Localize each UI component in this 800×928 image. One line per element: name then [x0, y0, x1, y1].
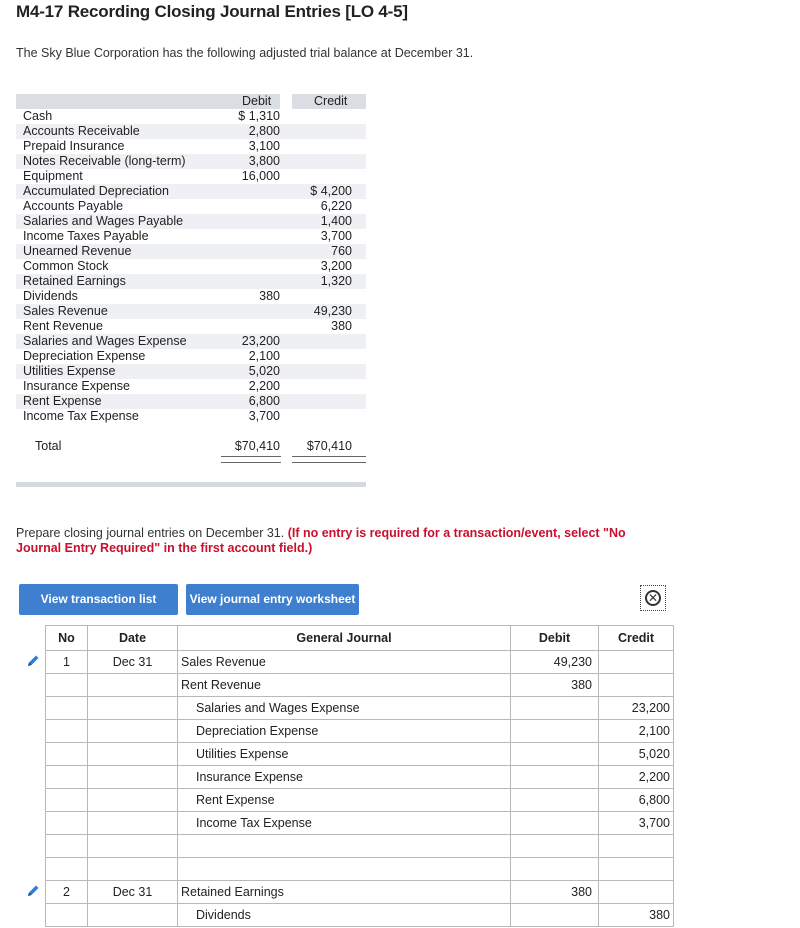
- account-name: Accounts Payable: [23, 199, 124, 213]
- entry-number[interactable]: [46, 720, 88, 743]
- account-field[interactable]: Sales Revenue: [178, 651, 511, 674]
- view-transaction-list-button[interactable]: View transaction list: [19, 584, 178, 615]
- debit-field[interactable]: 380: [511, 881, 599, 904]
- journal-row: [46, 743, 674, 766]
- total-debit: $70,410: [234, 439, 280, 453]
- account-name: Insurance Expense: [23, 379, 131, 393]
- credit-amount: 760: [331, 244, 352, 258]
- instructions-text: Prepare closing journal entries on December 31.: [16, 526, 285, 540]
- col-header-credit: Credit: [599, 626, 674, 651]
- account-field[interactable]: Rent Revenue: [178, 674, 511, 697]
- empty-cell[interactable]: [46, 835, 88, 858]
- col-header-general-journal: General Journal: [178, 626, 511, 651]
- account-field[interactable]: Retained Earnings: [178, 881, 511, 904]
- entry-number[interactable]: 1: [46, 651, 88, 674]
- entry-number[interactable]: [46, 743, 88, 766]
- empty-cell[interactable]: [46, 858, 88, 881]
- entry-date[interactable]: [88, 766, 178, 789]
- trial-balance-row: [16, 379, 366, 394]
- entry-number[interactable]: 2: [46, 881, 88, 904]
- credit-amount: 3,700: [320, 229, 352, 243]
- account-name: Equipment: [23, 169, 83, 183]
- account-name: Depreciation Expense: [23, 349, 146, 363]
- empty-cell[interactable]: [511, 858, 599, 881]
- debit-amount: 3,800: [248, 154, 280, 168]
- entry-date[interactable]: [88, 674, 178, 697]
- journal-row: [46, 766, 674, 789]
- debit-amount: 5,020: [248, 364, 280, 378]
- entry-number[interactable]: [46, 674, 88, 697]
- empty-cell[interactable]: [599, 858, 674, 881]
- credit-field[interactable]: 2,100: [599, 720, 674, 743]
- credit-field[interactable]: 3,700: [599, 812, 674, 835]
- account-field[interactable]: Utilities Expense: [178, 743, 511, 766]
- account-name: Cash: [23, 109, 53, 123]
- entry-date[interactable]: Dec 31: [88, 881, 178, 904]
- close-button[interactable]: [640, 585, 666, 611]
- debit-field[interactable]: [511, 812, 599, 835]
- journal-row: [46, 720, 674, 743]
- debit-amount: 2,100: [248, 349, 280, 363]
- debit-amount: 6,800: [248, 394, 280, 408]
- credit-amount: 3,200: [320, 259, 352, 273]
- journal-row: [46, 904, 674, 927]
- trial-balance-row: [16, 334, 366, 349]
- trial-balance-row: [16, 394, 366, 409]
- debit-field[interactable]: [511, 697, 599, 720]
- account-name: Salaries and Wages Payable: [23, 214, 184, 228]
- journal-row: [46, 858, 674, 881]
- credit-field[interactable]: 6,800: [599, 789, 674, 812]
- double-underline: [221, 456, 281, 463]
- account-name: Salaries and Wages Expense: [23, 334, 187, 348]
- account-name: Prepaid Insurance: [23, 139, 125, 153]
- trial-balance-row: [16, 364, 366, 379]
- journal-row: [46, 651, 674, 674]
- trial-balance-total-row: [16, 439, 366, 454]
- account-field[interactable]: Salaries and Wages Expense: [178, 697, 511, 720]
- instructions: [16, 526, 656, 556]
- total-label: Total: [35, 439, 62, 453]
- account-name: Utilities Expense: [23, 364, 116, 378]
- trial-balance-row: [16, 184, 366, 199]
- intro-text: The Sky Blue Corporation has the following adjusted trial balance at December 31.: [16, 46, 474, 60]
- account-name: Sales Revenue: [23, 304, 108, 318]
- debit-amount: 3,100: [248, 139, 280, 153]
- account-name: Dividends: [23, 289, 78, 303]
- trial-balance-row: [16, 109, 366, 124]
- account-field[interactable]: Rent Expense: [178, 789, 511, 812]
- debit-field[interactable]: [511, 789, 599, 812]
- trial-balance-header: [16, 94, 366, 109]
- credit-field[interactable]: [599, 651, 674, 674]
- entry-date[interactable]: [88, 812, 178, 835]
- credit-amount: 380: [331, 319, 352, 333]
- journal-row: [46, 835, 674, 858]
- credit-amount: 49,230: [313, 304, 352, 318]
- credit-amount: $ 4,200: [310, 184, 352, 198]
- empty-cell[interactable]: [88, 835, 178, 858]
- trial-balance-row: [16, 124, 366, 139]
- close-circle-icon: ✕: [645, 590, 661, 606]
- entry-date[interactable]: [88, 904, 178, 927]
- trial-balance-row: [16, 274, 366, 289]
- credit-amount: 1,320: [320, 274, 352, 288]
- debit-amount: 3,700: [248, 409, 280, 423]
- entry-date[interactable]: [88, 743, 178, 766]
- trial-balance-row: [16, 304, 366, 319]
- entry-date[interactable]: [88, 789, 178, 812]
- entry-number[interactable]: [46, 697, 88, 720]
- trial-balance-row: [16, 409, 366, 424]
- credit-field[interactable]: 2,200: [599, 766, 674, 789]
- debit-field[interactable]: 380: [511, 674, 599, 697]
- total-credit: $70,410: [306, 439, 352, 453]
- trial-balance-row: [16, 259, 366, 274]
- entry-date[interactable]: [88, 697, 178, 720]
- credit-amount: 6,220: [320, 199, 352, 213]
- account-name: Income Taxes Payable: [23, 229, 149, 243]
- entry-date[interactable]: Dec 31: [88, 651, 178, 674]
- credit-field[interactable]: [599, 674, 674, 697]
- trial-balance-row: [16, 289, 366, 304]
- debit-field[interactable]: [511, 743, 599, 766]
- journal-row: [46, 697, 674, 720]
- debit-amount: 2,800: [248, 124, 280, 138]
- journal-row: [46, 789, 674, 812]
- trial-balance-row: [16, 244, 366, 259]
- debit-field[interactable]: [511, 720, 599, 743]
- entry-number[interactable]: [46, 789, 88, 812]
- account-name: Retained Earnings: [23, 274, 126, 288]
- account-name: Accumulated Depreciation: [23, 184, 169, 198]
- account-name: Accounts Receivable: [23, 124, 140, 138]
- col-header-date: Date: [88, 626, 178, 651]
- entry-number[interactable]: [46, 766, 88, 789]
- general-journal-table: [45, 625, 674, 927]
- trial-balance-row: [16, 199, 366, 214]
- debit-field[interactable]: [511, 766, 599, 789]
- credit-field[interactable]: [599, 881, 674, 904]
- trial-balance-row: [16, 169, 366, 184]
- table-bottom-bar: [16, 482, 366, 487]
- trial-balance-row: [16, 214, 366, 229]
- debit-amount: 2,200: [248, 379, 280, 393]
- credit-field[interactable]: 23,200: [599, 697, 674, 720]
- entry-date[interactable]: [88, 720, 178, 743]
- credit-amount: 1,400: [320, 214, 352, 228]
- credit-header: Credit: [314, 94, 348, 108]
- account-field[interactable]: Income Tax Expense: [178, 812, 511, 835]
- account-field[interactable]: Depreciation Expense: [178, 720, 511, 743]
- entry-number[interactable]: [46, 904, 88, 927]
- double-underline: [292, 456, 366, 463]
- empty-cell[interactable]: [511, 835, 599, 858]
- debit-amount: 16,000: [241, 169, 280, 183]
- col-header-debit: Debit: [511, 626, 599, 651]
- page-title: M4-17 Recording Closing Journal Entries [LO 4-5]: [16, 2, 408, 21]
- account-field[interactable]: Dividends: [178, 904, 511, 927]
- account-name: Income Tax Expense: [23, 409, 139, 423]
- account-name: Notes Receivable (long-term): [23, 154, 186, 168]
- trial-balance-row: [16, 349, 366, 364]
- edit-pencil-icon[interactable]: [26, 654, 40, 668]
- view-journal-entry-worksheet-button[interactable]: View journal entry worksheet: [186, 584, 359, 615]
- entry-number[interactable]: [46, 812, 88, 835]
- debit-amount: 380: [259, 289, 280, 303]
- trial-balance-row: [16, 319, 366, 334]
- account-name: Unearned Revenue: [23, 244, 132, 258]
- instructions-note: (If no entry is required for a transaction/event, select "No Journal Entry Required" in the first account field.): [16, 526, 626, 555]
- debit-field[interactable]: [511, 904, 599, 927]
- debit-amount: $ 1,310: [238, 109, 280, 123]
- debit-field[interactable]: 49,230: [511, 651, 599, 674]
- journal-row: [46, 881, 674, 904]
- trial-balance-row: [16, 154, 366, 169]
- account-name: Rent Revenue: [23, 319, 103, 333]
- account-name: Rent Expense: [23, 394, 102, 408]
- journal-row: [46, 812, 674, 835]
- empty-cell[interactable]: [178, 835, 511, 858]
- debit-header: Debit: [242, 94, 272, 108]
- credit-field[interactable]: 5,020: [599, 743, 674, 766]
- edit-pencil-icon[interactable]: [26, 884, 40, 898]
- empty-cell[interactable]: [599, 835, 674, 858]
- account-field[interactable]: Insurance Expense: [178, 766, 511, 789]
- trial-balance-row: [16, 139, 366, 154]
- trial-balance-table: [16, 94, 366, 454]
- debit-amount: 23,200: [241, 334, 280, 348]
- empty-cell[interactable]: [88, 858, 178, 881]
- journal-row: [46, 674, 674, 697]
- account-name: Common Stock: [23, 259, 109, 273]
- empty-cell[interactable]: [178, 858, 511, 881]
- col-header-no: No: [46, 626, 88, 651]
- trial-balance-row: [16, 229, 366, 244]
- credit-field[interactable]: 380: [599, 904, 674, 927]
